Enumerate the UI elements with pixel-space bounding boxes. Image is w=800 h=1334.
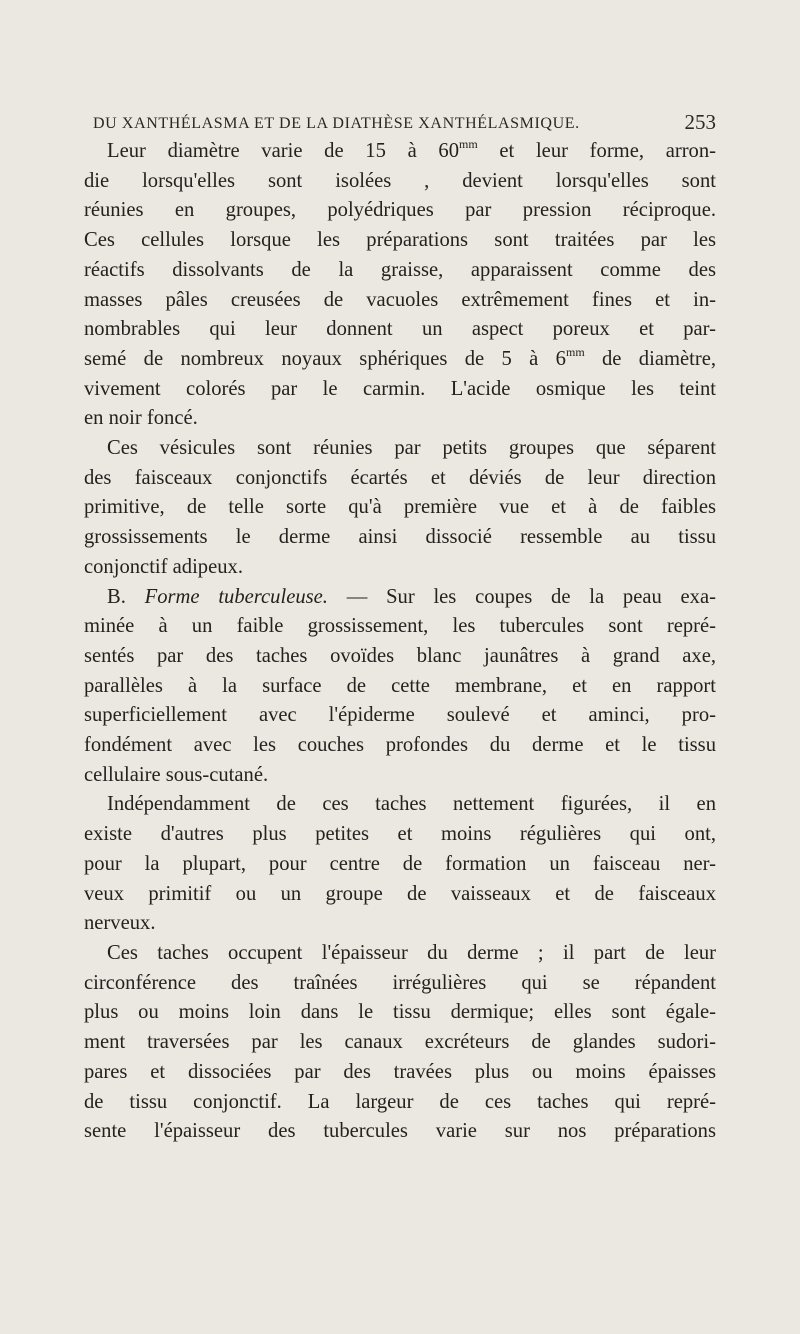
text-line: fondément avec les couches profondes du derme et le tissu xyxy=(84,734,716,757)
text-line: superficiellement avec l'épiderme soulevé et aminci, pro- xyxy=(84,704,716,727)
text-line: réunies en groupes, polyédriques par pression réciproque. xyxy=(84,199,716,222)
text-line: parallèles à la surface de cette membrane, et en rapport xyxy=(84,674,716,697)
text-line xyxy=(84,137,716,167)
text-line: de tissu conjonctif. La largeur de ces taches qui repré- xyxy=(84,1090,716,1113)
paragraph-irregular-spots xyxy=(84,790,716,939)
section-heading: Forme tuberculeuse. xyxy=(144,585,328,608)
running-head xyxy=(93,110,716,140)
text-line: cellulaire sous-cutané. xyxy=(84,763,269,786)
section-label: B. xyxy=(107,585,145,608)
page-number: 253 xyxy=(684,110,716,134)
text-line: circonférence des traînées irrégulières qui se répandent xyxy=(84,971,716,994)
body-text xyxy=(84,137,716,1147)
text-run: semé de nombreux noyaux sphériques de 5 à 6 xyxy=(84,347,566,370)
text-line: plus ou moins loin dans le tissu dermique; elles sont égale- xyxy=(84,1001,716,1024)
text-line: veux primitif ou un groupe de vaisseaux et de faisceaux xyxy=(84,882,716,905)
text-line: pares et dissociées par des travées plus ou moins épaisses xyxy=(84,1060,716,1083)
text-line: minée à un faible grossissement, les tubercules sont repré- xyxy=(84,615,716,638)
text-line: existe d'autres plus petites et moins régulières qui ont, xyxy=(84,823,716,846)
unit-superscript: mm xyxy=(459,137,478,151)
paragraph-vesicle-groups xyxy=(84,434,716,583)
text-line: pour la plupart, pour centre de formation un faisceau ner- xyxy=(84,852,716,875)
text-line: grossissements le derme ainsi dissocié ressemble au tissu xyxy=(84,526,716,549)
text-line: Indépendamment de ces taches nettement figurées, il en xyxy=(107,793,716,816)
text-line: Ces taches occupent l'épaisseur du derme ; il part de leur xyxy=(107,941,716,964)
paragraph-cell-diameter xyxy=(84,137,716,434)
text-line xyxy=(84,583,716,613)
text-line: conjonctif adipeux. xyxy=(84,555,243,578)
text-line xyxy=(84,345,716,375)
text-line: nerveux. xyxy=(84,912,156,935)
text-run: et leur forme, arron- xyxy=(477,140,716,162)
text-run: Leur diamètre varie de 15 à 60 xyxy=(107,140,460,162)
text-line: des faisceaux conjonctifs écartés et déviés de leur direction xyxy=(84,466,716,489)
unit-superscript: mm xyxy=(565,344,585,359)
text-line: en noir foncé. xyxy=(84,407,198,430)
text-line: die lorsqu'elles sont isolées , devient lorsqu'elles sont xyxy=(84,169,716,192)
text-run: de diamètre, xyxy=(584,347,716,370)
text-line: Ces vésicules sont réunies par petits groupes que séparent xyxy=(107,437,716,460)
paragraph-dermis-spots xyxy=(84,939,716,1147)
text-line: primitive, de telle sorte qu'à première vue et à de faibles xyxy=(84,496,716,519)
text-line: sentés par des taches ovoïdes blanc jaunâtres à grand axe, xyxy=(84,644,716,667)
text-run: — Sur les coupes de la peau exa- xyxy=(327,585,716,608)
text-line: vivement colorés par le carmin. L'acide osmique les teint xyxy=(84,377,716,400)
running-title: DU XANTHÉLASMA ET DE LA DIATHÈSE XANTHÉLASMIQUE. xyxy=(93,115,580,132)
text-line: sente l'épaisseur des tubercules varie sur nos préparations xyxy=(84,1120,716,1143)
text-line: nombrables qui leur donnent un aspect poreux et par- xyxy=(84,318,716,341)
text-line: Ces cellules lorsque les préparations sont traitées par les xyxy=(84,229,716,252)
text-line: ment traversées par les canaux excréteurs de glandes sudori- xyxy=(84,1031,716,1054)
text-line: masses pâles creusées de vacuoles extrêmement fines et in- xyxy=(84,288,716,311)
paragraph-tuberculous-form xyxy=(84,583,716,791)
text-line: réactifs dissolvants de la graisse, apparaissent comme des xyxy=(84,258,716,281)
